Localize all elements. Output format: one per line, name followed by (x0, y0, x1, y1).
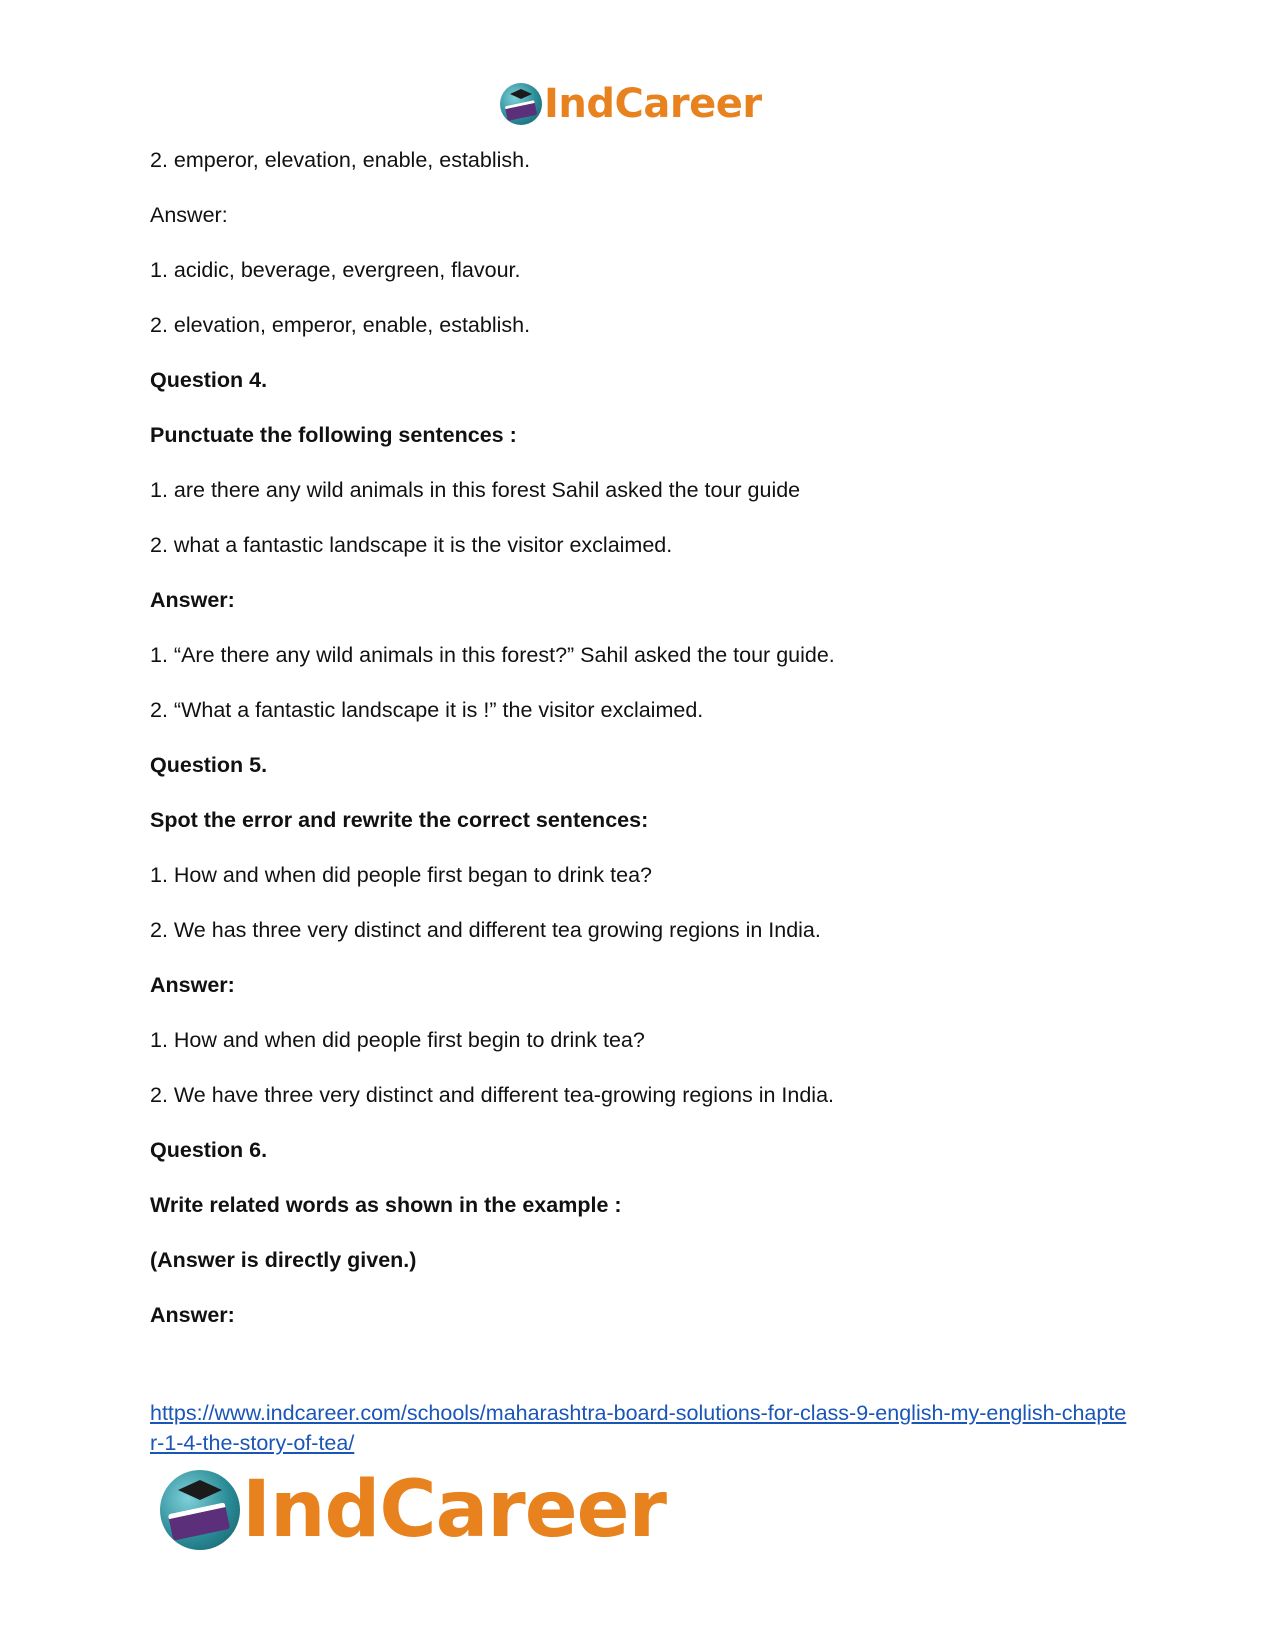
heading-line: Answer: (150, 588, 235, 612)
text-line: 1. acidic, beverage, evergreen, flavour. (150, 258, 521, 282)
text-line: 1. are there any wild animals in this forest Sahil asked the tour guide (150, 478, 801, 502)
text-line: Answer: (150, 203, 228, 227)
text-line: 2. “What a fantastic landscape it is !” the visitor exclaimed. (150, 698, 704, 722)
heading-line: Question 5. (150, 753, 268, 777)
heading-line: Write related words as shown in the example : (150, 1193, 622, 1217)
text-line: 2. what a fantastic landscape it is the visitor exclaimed. (150, 533, 673, 557)
footer-logo (160, 1465, 700, 1555)
header-logo (500, 80, 800, 128)
text-line: 1. How and when did people first began to drink tea? (150, 863, 652, 887)
source-link[interactable]: https://www.indcareer.com/schools/maharashtra-board-solutions-for-class-9-english-my-english-chapter-1-4-the-story-of-tea/ (150, 1401, 1127, 1455)
text-line: 2. elevation, emperor, enable, establish. (150, 313, 531, 337)
heading-line: Punctuate the following sentences : (150, 423, 517, 447)
heading-line: Question 4. (150, 368, 268, 392)
globe-book-icon (500, 83, 542, 125)
logo-wordmark: IndCareer (544, 81, 762, 127)
heading-line: Question 6. (150, 1138, 268, 1162)
document-body (150, 146, 1130, 1356)
heading-line: Spot the error and rewrite the correct sentences: (150, 808, 649, 832)
text-line: 2. We has three very distinct and different tea growing regions in India. (150, 918, 821, 942)
text-line: 1. How and when did people first begin to drink tea? (150, 1028, 645, 1052)
text-line: 2. emperor, elevation, enable, establish. (150, 148, 531, 172)
heading-line: (Answer is directly given.) (150, 1248, 417, 1272)
heading-line: Answer: (150, 1303, 235, 1327)
logo-wordmark: IndCareer (242, 1465, 666, 1555)
text-line: 2. We have three very distinct and different tea-growing regions in India. (150, 1083, 835, 1107)
heading-line: Answer: (150, 973, 235, 997)
globe-book-icon (160, 1470, 240, 1550)
text-line: 1. “Are there any wild animals in this forest?” Sahil asked the tour guide. (150, 643, 835, 667)
